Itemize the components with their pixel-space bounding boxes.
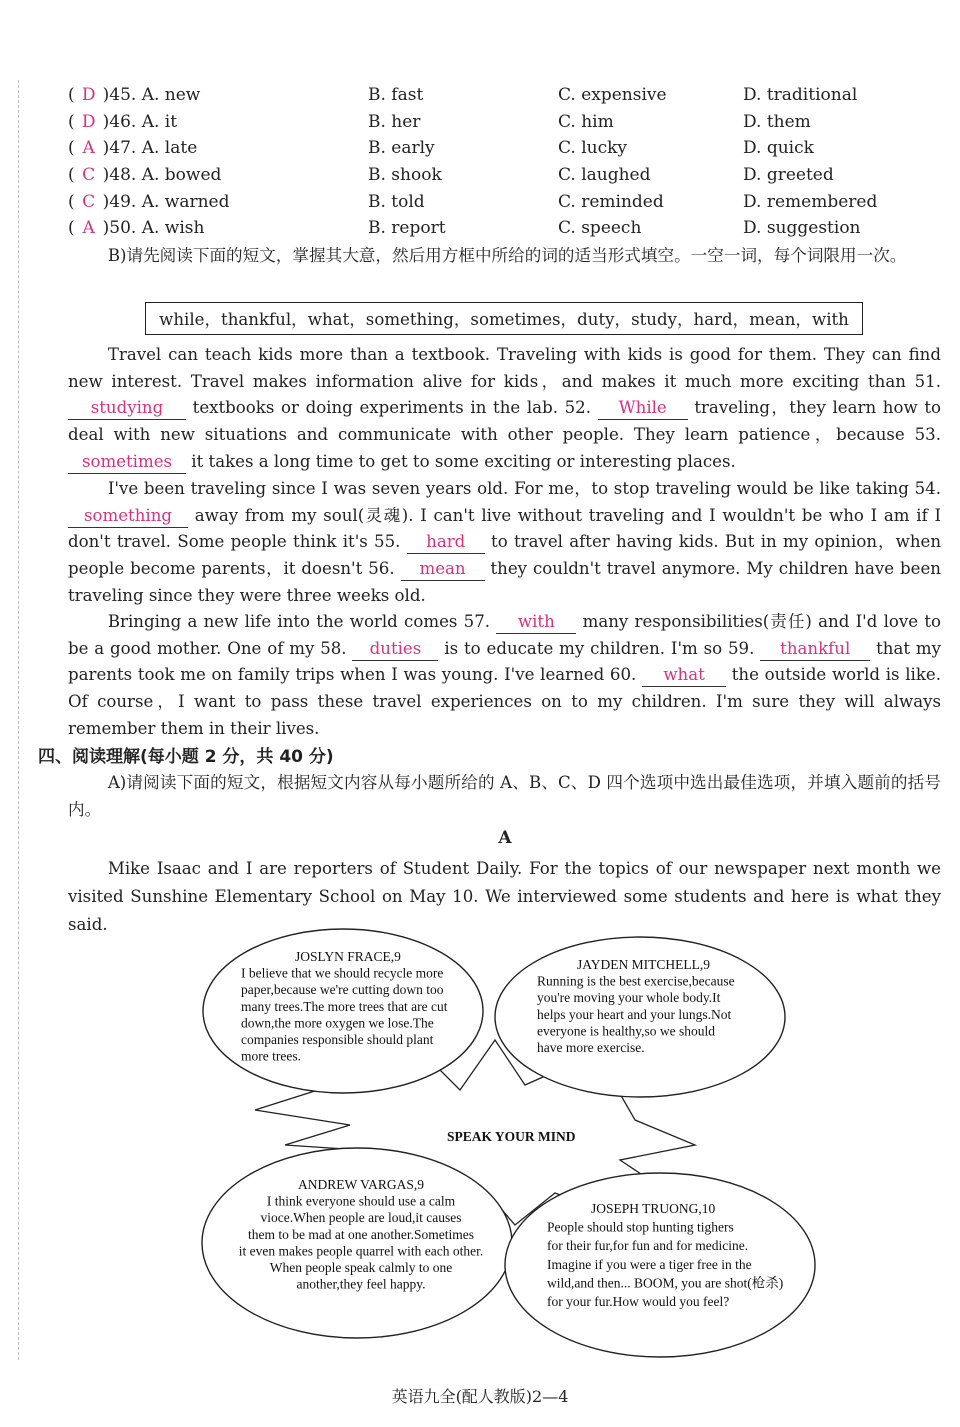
b1-line: down,the more oxygen we lose.The: [241, 1015, 434, 1031]
mc-answer[interactable]: C: [82, 191, 96, 212]
bubble-andrew-text: [239, 1177, 483, 1292]
mc-answer[interactable]: C: [82, 165, 96, 186]
mc-option-b: B. her: [368, 111, 421, 132]
mc-option-b: B. early: [368, 138, 435, 159]
speak-your-mind-figure: [195, 925, 845, 1365]
b1-line: many trees.The more trees that are cut: [241, 998, 448, 1014]
partB-instruction: B)请先阅读下面的短文，掌握其大意，然后用方框中所给的词的适当形式填空。一空一词，每个词限用一次。: [107, 246, 907, 265]
blank-59[interactable]: thankful: [760, 638, 870, 661]
mc-option-c: C. laughed: [558, 165, 651, 186]
word-bank-box: while，thankful，what，something，sometimes，duty，study，hard，mean，with: [145, 302, 863, 335]
p1-text-2: textbooks or doing experiments in the lab. 52.: [192, 398, 592, 418]
blank-55[interactable]: hard: [407, 531, 485, 554]
mc-answer[interactable]: A: [82, 218, 95, 239]
mc-stem: ( C )48. A. bowed: [68, 162, 368, 189]
b2-line: helps your heart and your lungs.Not: [537, 1006, 732, 1022]
b3-name: ANDREW VARGAS,9: [297, 1177, 425, 1192]
mc-option-b: B. told: [368, 191, 425, 212]
mc-option-a: )50. A. wish: [102, 218, 205, 239]
mc-option-d: D. quick: [743, 138, 814, 159]
mc-option-c: C. him: [558, 111, 614, 132]
mc-answer[interactable]: D: [81, 85, 96, 105]
mc-option-b: B. shook: [368, 165, 442, 186]
passage-paragraph-1: [68, 342, 941, 476]
mc-question-46: [68, 109, 948, 136]
blank-54[interactable]: something: [68, 505, 188, 528]
mc-option-d: D. them: [743, 111, 811, 132]
mc-option-c: C. reminded: [558, 191, 664, 212]
b2-line: Running is the best exercise,because: [537, 973, 735, 989]
mc-question-48: [68, 162, 948, 189]
blank-56[interactable]: mean: [401, 558, 485, 581]
b1-line: companies responsible should plant: [241, 1032, 434, 1047]
b3-line: I think everyone should use a calm: [266, 1193, 456, 1209]
b4-line: Imagine if you were a tiger free in the: [547, 1256, 752, 1272]
p3-text-2: many responsibilities(责任) and I'd love to be a good mother. One of my 58.: [68, 612, 941, 658]
mc-stem: ( D )46. A. it: [68, 109, 368, 136]
b2-line: have more exercise.: [537, 1040, 645, 1055]
p3-text-4: that my parents took me on family trips when I was young. I've learned 60.: [68, 638, 941, 685]
mc-question-45: [68, 82, 948, 109]
mc-question-50: [68, 215, 948, 242]
p2-text-2: away from my soul(灵魂). I can't live without traveling and I wouldn't be who I am if I don't travel. Some people think it's 55.: [68, 505, 941, 552]
passage-A-intro: Mike Isaac and I are reporters of Student Daily. For the topics of our newspaper next month we visited Sunshine Elementary School on May 10. We interviewed some students and here is what they said.: [68, 859, 941, 934]
b2-line: everyone is healthy,so we should: [537, 1023, 715, 1039]
mc-option-b: B. report: [368, 218, 446, 239]
p3-text-5: the outside world is like. Of course，I want to pass these travel experiences on to my children. I'm sure they will always remember them in their lives.: [68, 665, 942, 738]
p3-text-1: Bringing a new life into the world comes 57.: [107, 612, 491, 631]
b3-line: it even makes people quarrel with each other.: [238, 1243, 484, 1259]
section-4-instruction: A)请阅读下面的短文，根据短文内容从每小题所给的 A、B、C、D 四个选项中选出最佳选项，并填入题前的括号内。: [68, 773, 941, 819]
p1-text-1: Travel can teach kids more than a textbook. Traveling with kids is good for them. They can find new interest. Travel makes information alive for kids，and makes it much more exciting than 51.: [68, 345, 941, 391]
mc-option-a: )45. A. new: [102, 85, 201, 105]
mc-question-47: [68, 135, 948, 162]
mc-question-49: [68, 189, 948, 216]
binding-margin-line: [18, 80, 19, 1360]
passage-heading-A: A: [498, 828, 512, 848]
p2-text-3: to travel after having kids. But in my opinion，when people become parents，it doesn't 56.: [68, 532, 942, 579]
b2-name: JAYDEN MITCHELL,9: [577, 957, 710, 972]
b4-line: for your fur.How would you feel?: [547, 1294, 730, 1309]
b4-line: wild,and then... BOOM, you are shot(枪杀): [547, 1275, 784, 1291]
mc-option-a: )46. A. it: [102, 111, 178, 132]
blank-51[interactable]: studying: [68, 397, 186, 420]
page-footer: 英语九全(配人教版)2—4: [391, 1387, 569, 1406]
blank-53[interactable]: sometimes: [68, 451, 186, 474]
mc-option-a: )49. A. warned: [102, 191, 230, 212]
mc-option-c: C. expensive: [558, 85, 667, 105]
section-4-title: 四、阅读理解(每小题 2 分，共 40 分): [38, 747, 334, 767]
p3-text-3: is to educate my children. I'm so 59.: [444, 638, 755, 658]
passage-paragraph-3: [68, 609, 941, 743]
mc-stem: ( C )49. A. warned: [68, 189, 368, 216]
bubble-joslyn-text: [241, 949, 448, 1064]
b2-line: you're moving your whole body.It: [537, 990, 721, 1006]
blank-57[interactable]: with: [496, 611, 576, 634]
mc-option-a: )47. A. late: [102, 138, 198, 159]
blank-52[interactable]: While: [598, 397, 688, 420]
mc-option-c: C. speech: [558, 218, 642, 239]
b3-line: vioce.When people are loud,it causes: [260, 1210, 462, 1226]
mc-option-a: )48. A. bowed: [102, 165, 222, 186]
p1-text-4: it takes a long time to get to some exciting or interesting places.: [191, 451, 736, 471]
b4-line: People should stop hunting tighers: [547, 1219, 734, 1235]
b3-line: another,they feel happy.: [296, 1276, 426, 1292]
mc-option-c: C. lucky: [558, 138, 628, 159]
blank-60[interactable]: what: [642, 664, 726, 687]
b1-line: more trees.: [241, 1048, 301, 1064]
mc-option-d: D. suggestion: [743, 218, 861, 239]
b3-line: When people speak calmly to one: [269, 1260, 453, 1275]
p1-text-3: traveling，they learn how to deal with new situations and communicate with other people. They learn patience，because 53.: [68, 398, 941, 445]
center-title: SPEAK YOUR MIND: [447, 1129, 576, 1144]
mc-answer[interactable]: A: [82, 138, 95, 159]
b1-name: JOSLYN FRACE,9: [295, 949, 401, 964]
mc-option-d: D. traditional: [743, 85, 858, 105]
b1-line: I believe that we should recycle more: [241, 965, 444, 981]
mc-option-d: D. remembered: [743, 191, 878, 212]
mc-stem: ( A )47. A. late: [68, 135, 368, 162]
mc-stem: ( A )50. A. wish: [68, 215, 368, 242]
mc-stem: ( D )45. A. new: [68, 82, 368, 109]
mc-option-d: D. greeted: [743, 165, 834, 186]
mc-answer[interactable]: D: [81, 111, 96, 132]
blank-58[interactable]: duties: [352, 638, 438, 661]
passage-paragraph-2: [68, 476, 941, 610]
mc-option-b: B. fast: [368, 85, 424, 105]
p2-text-1: I've been traveling since I was seven years old. For me，to stop traveling would be like taking 54.: [107, 479, 941, 498]
b3-line: them to be mad at one another.Sometimes: [247, 1226, 475, 1242]
b4-line: for their fur,for fun and for medicine.: [547, 1238, 749, 1254]
p2-text-4: they couldn't travel anymore. My children have been traveling since they were three weeks old.: [68, 559, 941, 605]
b4-name: JOSEPH TRUONG,10: [591, 1201, 716, 1216]
multiple-choice-block: [68, 82, 948, 242]
b1-line: paper,because we're cutting down too: [241, 982, 444, 998]
